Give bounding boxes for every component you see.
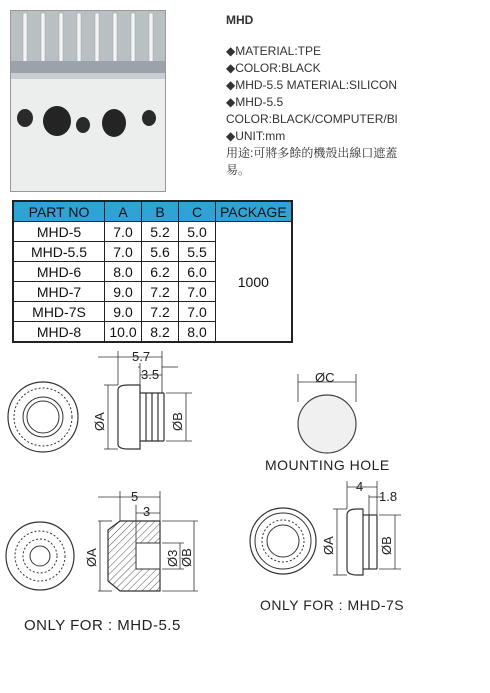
dim-depth: 1.8	[379, 489, 398, 504]
drawing-mhd7s	[245, 475, 445, 595]
cell-c: 7.0	[179, 282, 216, 302]
caption-mounting-hole: MOUNTING HOLE	[265, 457, 390, 473]
dim-length: 5.7	[132, 349, 151, 364]
dim-diameter-a: ØA	[84, 548, 99, 567]
spec-line: ◆COLOR:BLACK	[226, 61, 321, 75]
spec-line: ◆MHD-5.5	[226, 95, 284, 109]
cell-c: 6.0	[179, 262, 216, 282]
cell-b: 5.2	[142, 222, 179, 242]
cell-part-no: MHD-5	[13, 222, 105, 242]
drawing-standard-grommet	[0, 345, 230, 480]
dim-diameter-b: ØB	[379, 536, 394, 555]
product-photo-illustration	[11, 11, 165, 191]
spec-line: ◆UNIT:mm	[226, 129, 286, 143]
product-title: MHD	[226, 13, 254, 27]
cell-b: 6.2	[142, 262, 179, 282]
dim-diameter-c: ØC	[315, 370, 335, 385]
dim-diameter-b: ØB	[179, 548, 194, 567]
dim-depth: 3.5	[141, 367, 160, 382]
dim-length: 4	[356, 479, 364, 494]
cell-b: 5.6	[142, 242, 179, 262]
table-row	[13, 222, 292, 242]
header-part-no: PART NO	[13, 201, 105, 222]
cell-part-no: MHD-8	[13, 322, 105, 343]
dim-depth: 3	[143, 504, 151, 519]
drawing-mhd55	[0, 485, 230, 615]
cell-c: 5.0	[179, 222, 216, 242]
spec-line: ◆MHD-5.5 MATERIAL:SILICON	[226, 78, 398, 92]
cell-b: 7.2	[142, 302, 179, 322]
dim-length: 5	[131, 489, 139, 504]
cell-c: 5.5	[179, 242, 216, 262]
cell-a: 7.0	[105, 242, 142, 262]
table-header-row	[13, 201, 292, 222]
cell-a: 7.0	[105, 222, 142, 242]
spec-line: ◆MATERIAL:TPE	[226, 44, 322, 58]
cell-a: 10.0	[105, 322, 142, 343]
product-photo	[10, 10, 166, 192]
header-a: A	[105, 201, 142, 222]
cell-b: 7.2	[142, 282, 179, 302]
cell-package: 1000	[216, 222, 292, 343]
cell-a: 8.0	[105, 262, 142, 282]
spec-block	[226, 12, 416, 179]
cell-c: 8.0	[179, 322, 216, 343]
cell-c: 7.0	[179, 302, 216, 322]
header-c: C	[179, 201, 216, 222]
usage-note: 用途:可將多餘的機殼出線口遮蓋易。	[226, 146, 398, 177]
dim-diameter-a: ØA	[92, 412, 107, 431]
cell-part-no: MHD-6	[13, 262, 105, 282]
cell-part-no: MHD-5.5	[13, 242, 105, 262]
dim-diameter-3: Ø3	[165, 549, 180, 567]
dim-diameter-a: ØA	[321, 536, 336, 555]
cell-part-no: MHD-7S	[13, 302, 105, 322]
caption-mhd55: ONLY FOR : MHD-5.5	[24, 617, 181, 634]
header-package: PACKAGE	[216, 201, 292, 222]
cell-b: 8.2	[142, 322, 179, 343]
parts-table	[12, 200, 293, 343]
cell-part-no: MHD-7	[13, 282, 105, 302]
header-b: B	[142, 201, 179, 222]
spec-line: COLOR:BLACK/COMPUTER/Bl	[226, 112, 398, 126]
cell-a: 9.0	[105, 282, 142, 302]
cell-a: 9.0	[105, 302, 142, 322]
dim-diameter-b: ØB	[170, 412, 185, 431]
caption-mhd7s: ONLY FOR : MHD-7S	[260, 597, 405, 613]
